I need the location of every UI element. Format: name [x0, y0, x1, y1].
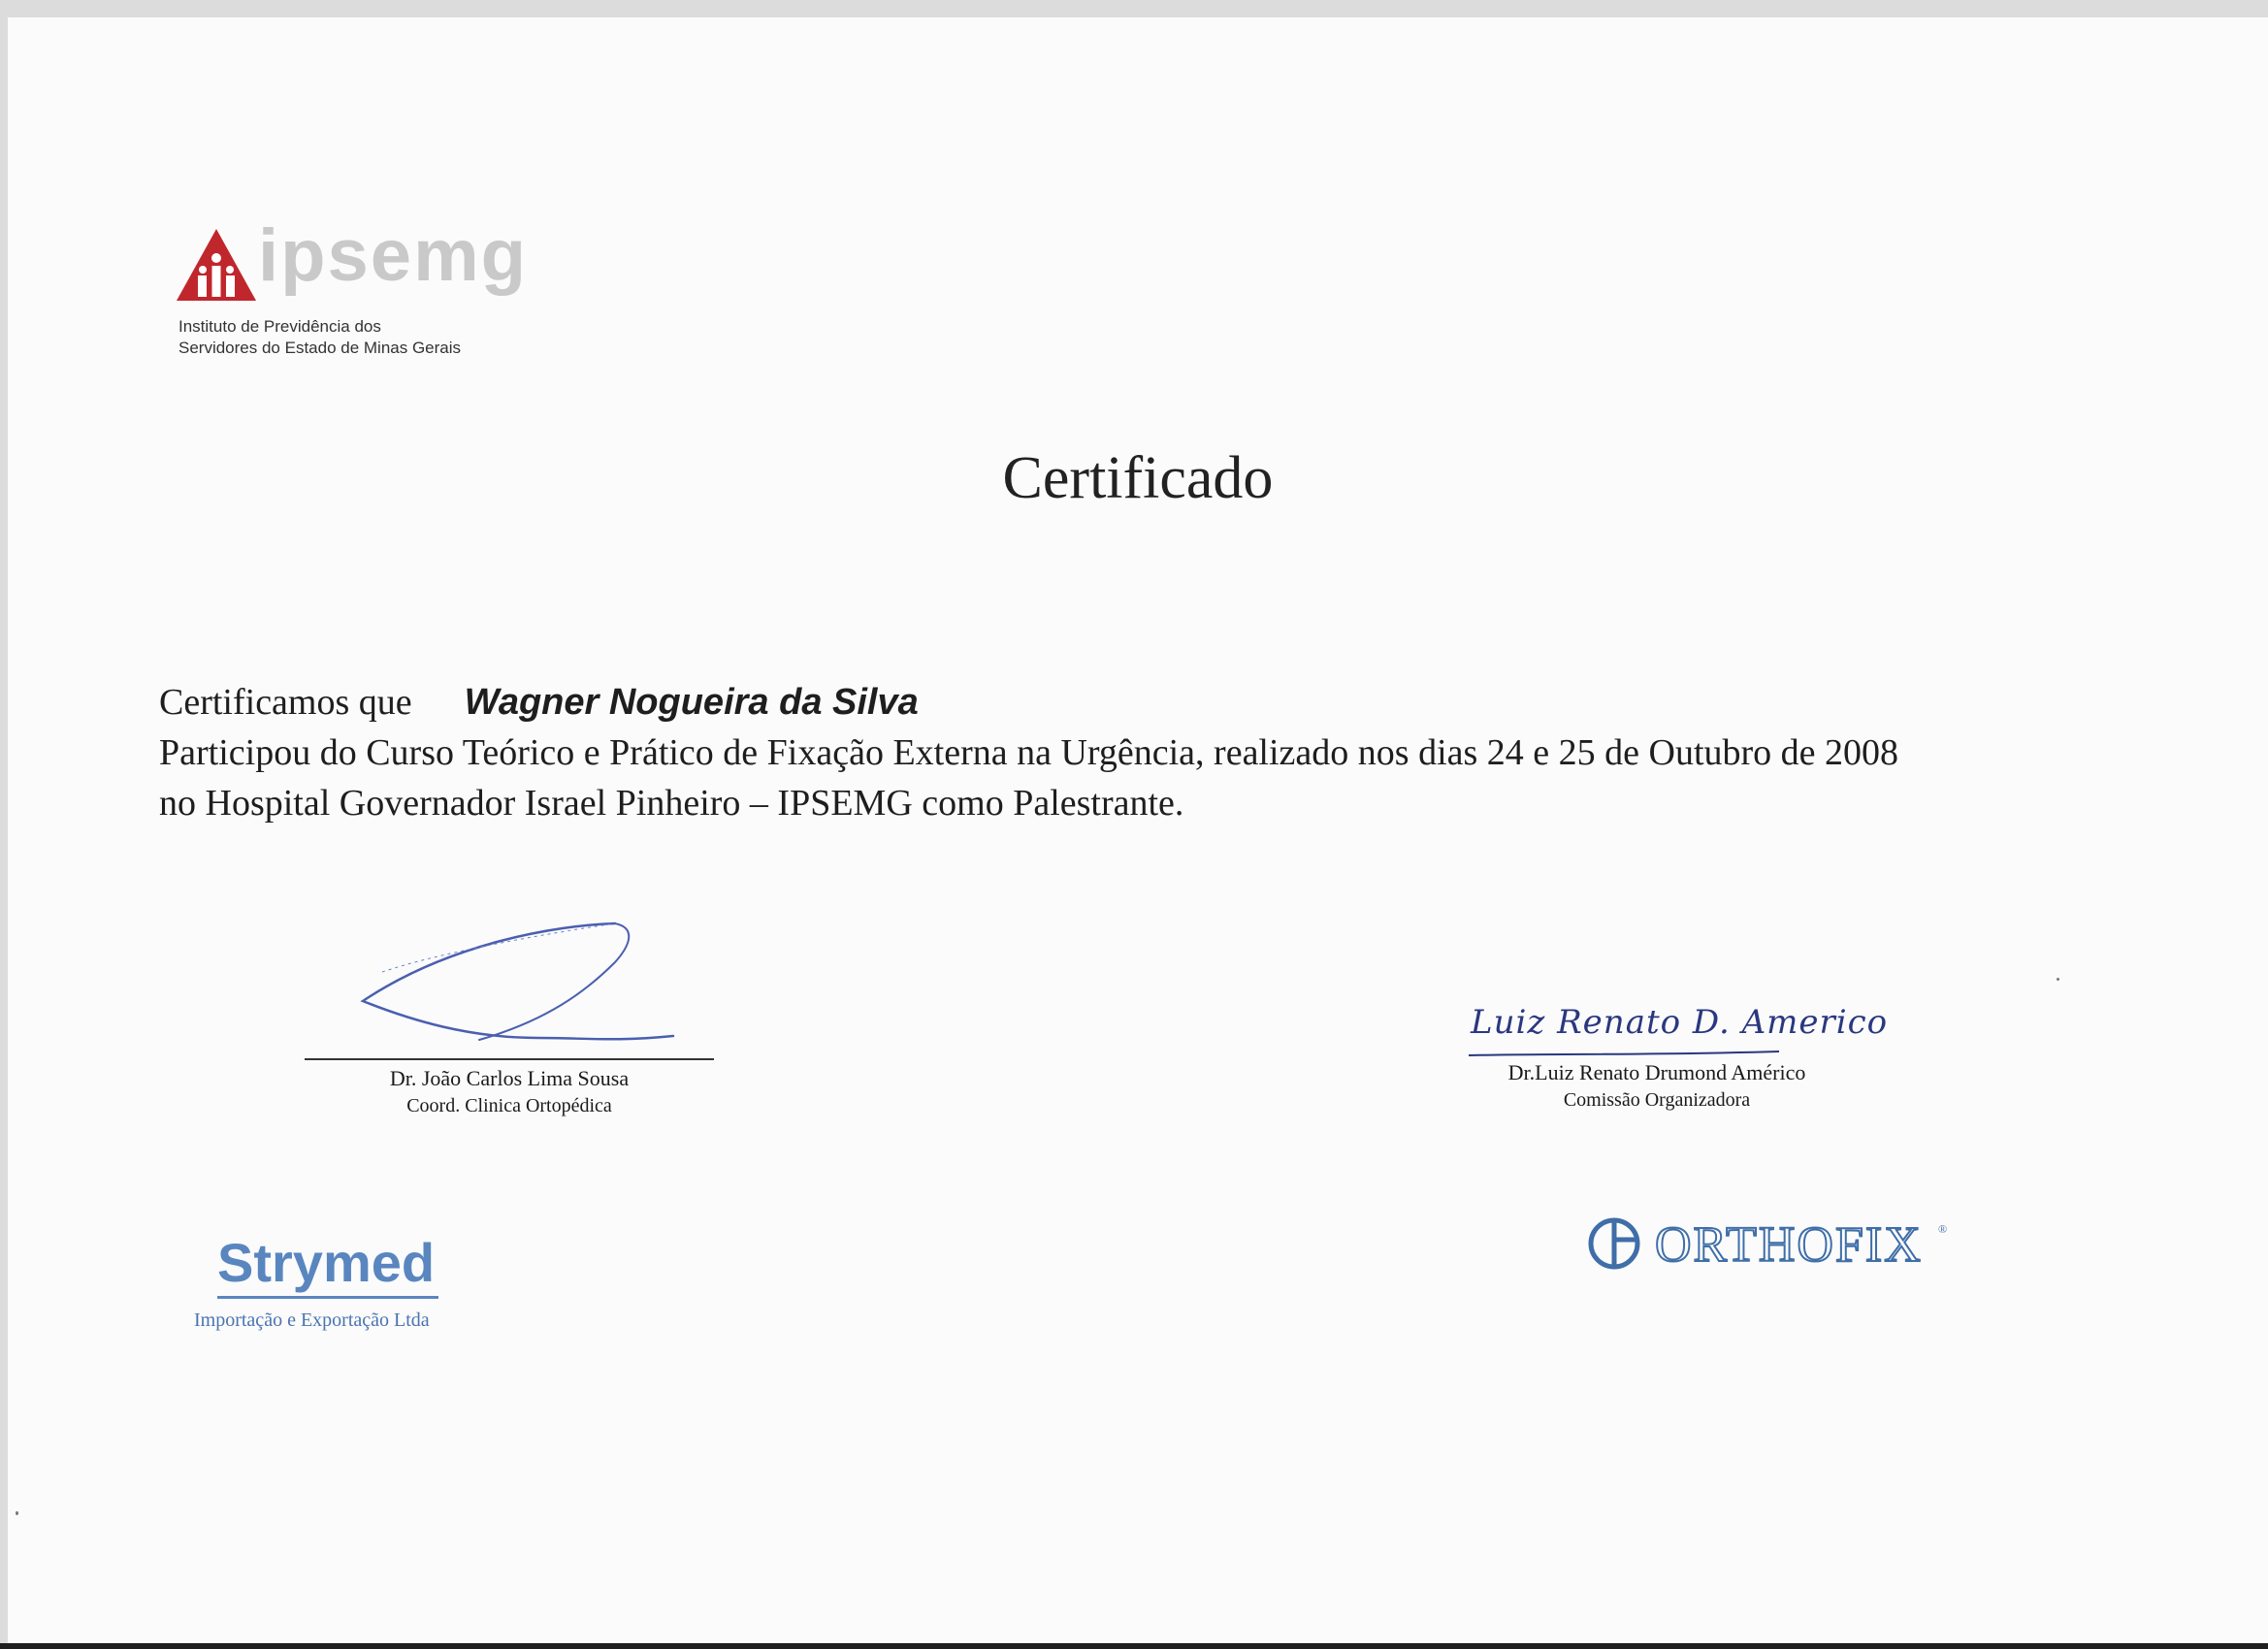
ipsemg-triangle-icon	[177, 229, 256, 301]
ipsemg-subtitle	[178, 316, 461, 359]
certificate-page	[8, 17, 2268, 1643]
certificate-title: Certificado	[1002, 445, 1274, 511]
body-line-3: no Hospital Governador Israel Pinheiro – IPSEMG como Palestrante.	[159, 783, 1184, 824]
scan-speck	[16, 1511, 18, 1515]
left-signer-role: Coord. Clinica Ortopédica	[406, 1095, 612, 1116]
right-signature-underline	[1459, 987, 1963, 1065]
body-line-1	[159, 677, 2196, 728]
body-line-2: Participou do Curso Teórico e Prático de Fixação Externa na Urgência, realizado nos dias 24 e 25 de Outubro de 2008	[159, 732, 1899, 773]
left-signature-line	[305, 1058, 714, 1060]
right-signer-name: Dr.Luiz Renato Drumond Américo	[1507, 1060, 1806, 1084]
recipient-name: Wagner Nogueira da Silva	[464, 682, 919, 723]
strymed-subtitle: Importação e Exportação Ltda	[194, 1310, 430, 1331]
strymed-wordmark: Strymed	[217, 1232, 436, 1293]
right-signer-role: Comissão Organizadora	[1563, 1089, 1751, 1111]
strymed-underline	[217, 1296, 438, 1299]
scan-speck	[2057, 978, 2059, 981]
orthofix-emblem-icon	[1587, 1216, 1645, 1271]
ipsemg-logo	[171, 211, 578, 367]
intro-text: Certificamos que	[159, 682, 412, 723]
scan-edge	[0, 1643, 2268, 1649]
ipsemg-subtitle-line2: Servidores do Estado de Minas Gerais	[178, 339, 462, 357]
left-signature-caption	[305, 1065, 714, 1119]
orthofix-wordmark: ORTHOFIX	[1655, 1217, 1923, 1273]
left-signer-name: Dr. João Carlos Lima Sousa	[389, 1066, 630, 1090]
right-signature-handwriting: Luiz Renato D. Americo	[1471, 1003, 1889, 1042]
left-signature-scribble	[324, 914, 731, 1059]
right-signature-caption	[1453, 1059, 1861, 1114]
ipsemg-wordmark: ipsemg	[258, 214, 529, 297]
orthofix-registered-mark: ®	[1938, 1222, 1948, 1236]
orthofix-logo	[1587, 1216, 1956, 1275]
certificate-body	[159, 677, 2196, 828]
ipsemg-subtitle-line1: Instituto de Previdência dos	[178, 317, 381, 336]
